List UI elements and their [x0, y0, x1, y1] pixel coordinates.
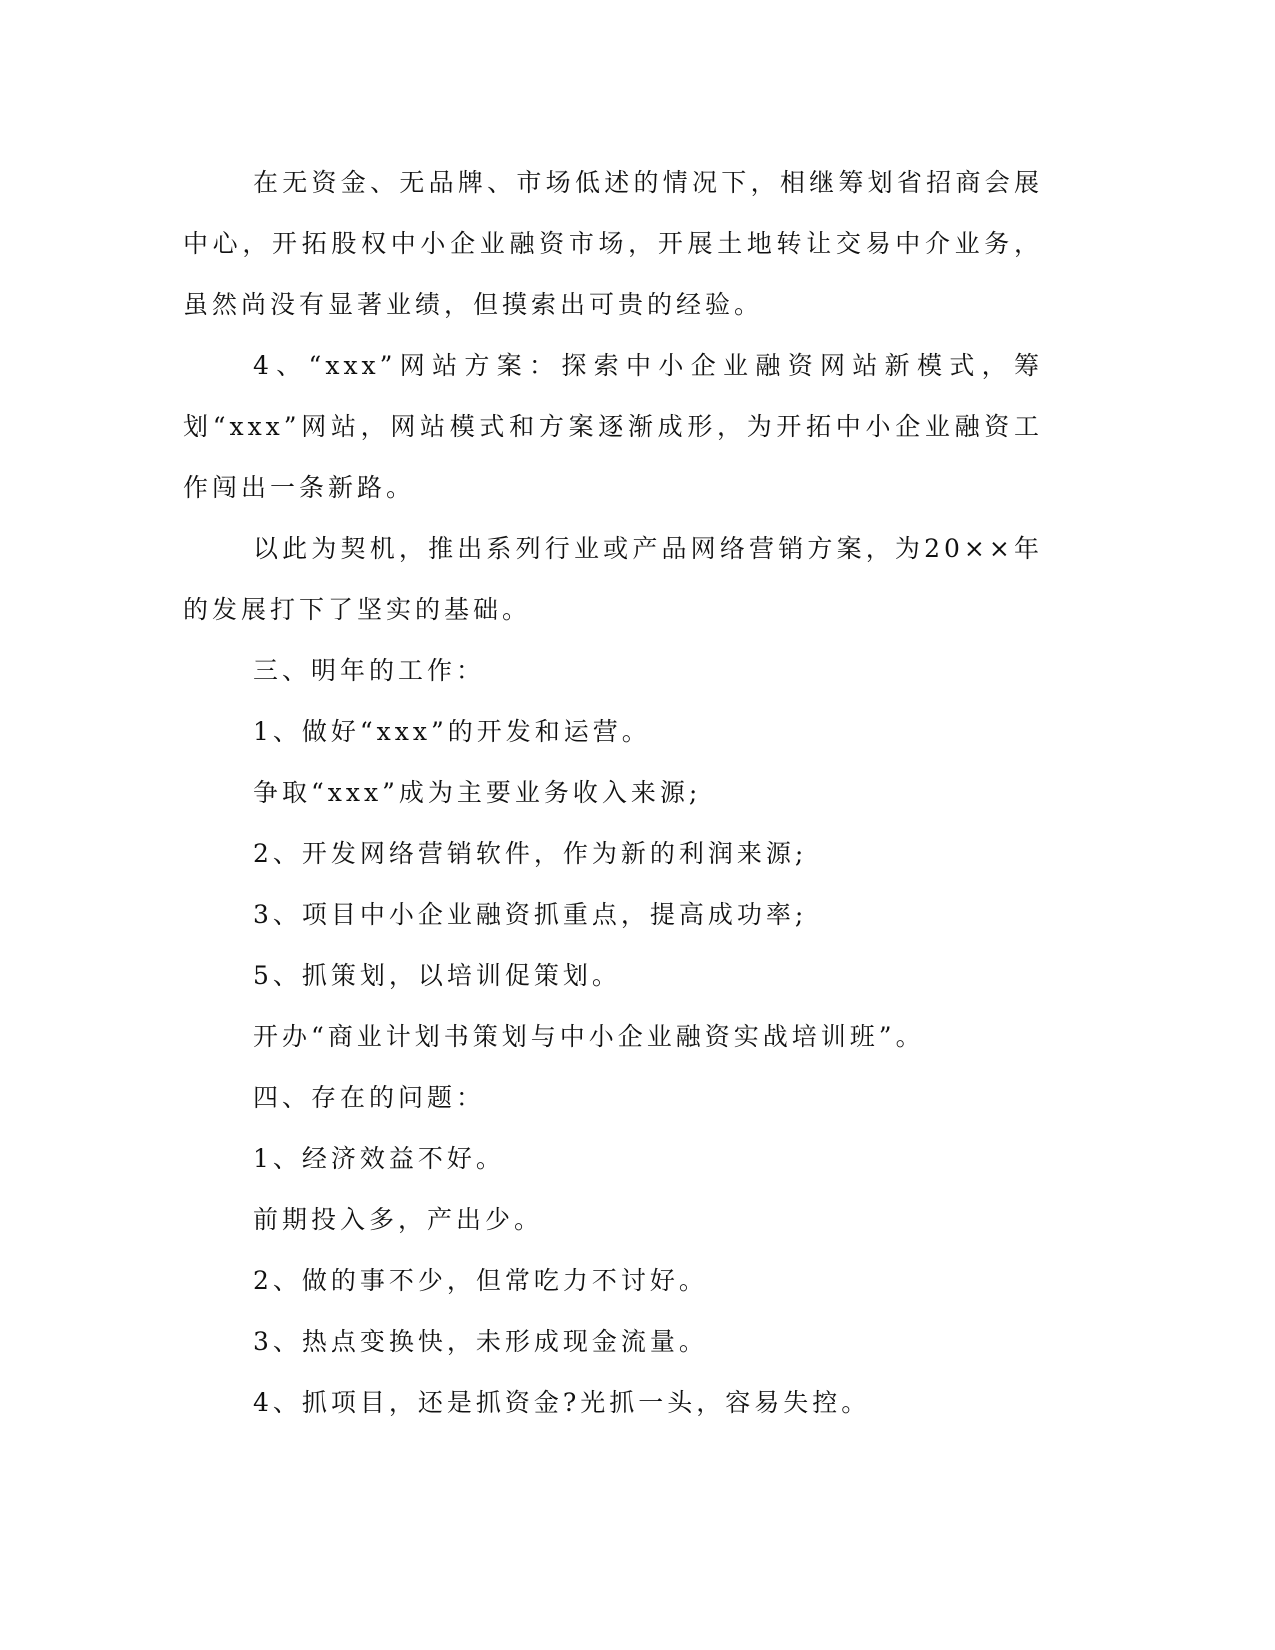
document-body [183, 152, 1043, 1433]
list-item-project-focus: 3、项目中小企业融资抓重点，提高成功率; [253, 900, 808, 929]
paragraph-website-plan: 4、“xxx”网站方案：探索中小企业融资网站新模式，筹划“xxx”网站，网站模式和方案逐渐成形，为开拓中小企业融资工作闯出一条新路。 [183, 351, 1043, 502]
list-item-cash-flow: 3、热点变换快，未形成现金流量。 [253, 1327, 708, 1356]
section-heading-problems: 四、存在的问题： [253, 1083, 486, 1112]
section-heading-next-year-work: 三、明年的工作： [253, 656, 486, 685]
list-item-input-output: 前期投入多，产出少。 [253, 1205, 544, 1234]
list-item-marketing-software: 2、开发网络营销软件，作为新的利润来源; [253, 839, 808, 868]
list-item-economic-benefit: 1、经济效益不好。 [253, 1144, 505, 1173]
paragraph-exploration-summary: 在无资金、无品牌、市场低述的情况下，相继筹划省招商会展中心，开拓股权中小企业融资市场，开展土地转让交易中介业务，虽然尚没有显著业绩，但摸索出可贵的经验。 [183, 168, 1043, 319]
paragraph-marketing-plan: 以此为契机，推出系列行业或产品网络营销方案，为20××年的发展打下了坚实的基础。 [183, 534, 1043, 624]
list-item-project-or-funds: 4、抓项目，还是抓资金?光抓一头，容易失控。 [253, 1388, 871, 1417]
list-item-planning-training: 5、抓策划，以培训促策划。 [253, 961, 621, 990]
list-item-training-class: 开办“商业计划书策划与中小企业融资实战培训班”。 [253, 1022, 925, 1051]
list-item-thankless-work: 2、做的事不少，但常吃力不讨好。 [253, 1266, 708, 1295]
list-item-main-revenue: 争取“xxx”成为主要业务收入来源; [253, 778, 702, 807]
list-item-develop-operate: 1、做好“xxx”的开发和运营。 [253, 717, 651, 746]
